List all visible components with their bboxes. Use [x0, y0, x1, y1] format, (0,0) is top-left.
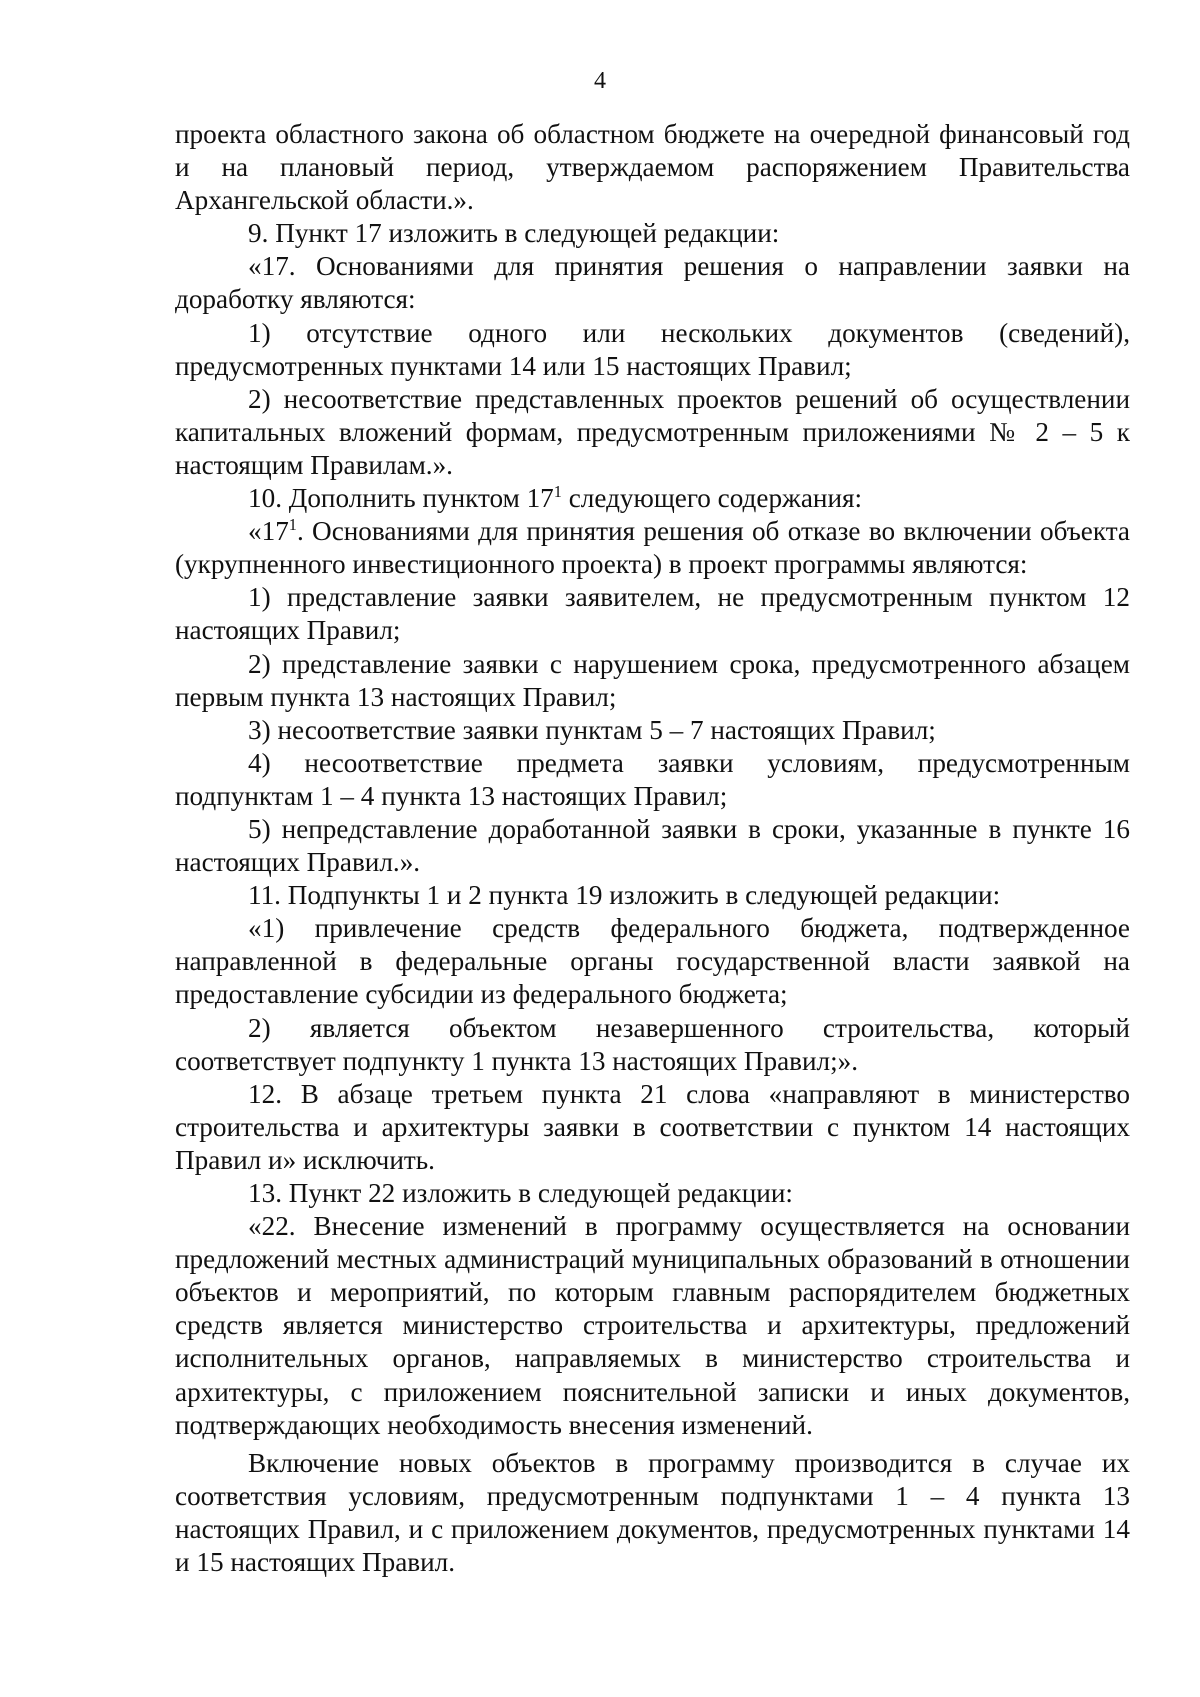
paragraph: «17. Основаниями для принятия решения о направлении заявки на доработку являются: [175, 251, 1130, 315]
paragraph-text: следующего содержания: [561, 483, 863, 514]
paragraph: 2) является объектом незавершенного строительства, который соответствует подпункту 1 пункта 13 настоящих Правил;». [175, 1012, 1130, 1076]
paragraph: 1) представление заявки заявителем, не предусмотренным пунктом 12 настоящих Правил; [175, 582, 1130, 646]
paragraph: 1) отсутствие одного или нескольких документов (сведений), предусмотренных пунктами 14 или 15 настоящих Правил; [175, 317, 1130, 381]
paragraph: «1) привлечение средств федерального бюджета, подтвержденное направленной в федеральные органы государственной власти заявкой на предоставление субсидии из федерального бюджета; [175, 913, 1130, 1010]
paragraph-text: «17 [248, 516, 289, 547]
paragraph: 11. Подпункты 1 и 2 пункта 19 изложить в следующей редакции: [248, 880, 1001, 911]
paragraph [175, 515, 1130, 581]
paragraph: 2) представление заявки с нарушением срока, предусмотренного абзацем первым пункта 13 настоящих Правил; [175, 648, 1130, 712]
paragraph: Включение новых объектов в программу производится в случае их соответствия условиям, предусмотренным подпунктами 1 – 4 пункта 13 настоящих Правил, и с приложением документов, предусмотренных пунктами 14 и 15 настоящих Правил. [175, 1447, 1130, 1578]
page-number: 4 [594, 68, 606, 94]
paragraph: 13. Пункт 22 изложить в следующей редакции: [248, 1178, 793, 1208]
paragraph: «22. Внесение изменений в программу осуществляется на основании предложений местных администраций муниципальных образований в отношении объектов и мероприятий, по которым главным распорядителем бюджетных средств является министерство строительства и архитектуры, предложений исполнительных органов, направляемых в министерство строительства и архитектуры, с приложением пояснительной записки и иных документов, подтверждающих необходимость внесения изменений. [175, 1211, 1130, 1440]
paragraph: проекта областного закона об областном бюджете на очередной финансовый год и на плановый период, утверждаемом распоряжением Правительства Архангельской области.». [175, 119, 1130, 216]
paragraph [175, 482, 1130, 515]
paragraph: 4) несоответствие предмета заявки условиям, предусмотренным подпунктам 1 – 4 пункта 13 настоящих Правил; [175, 747, 1130, 811]
paragraph: 12. В абзаце третьем пункта 21 слова «направляют в министерство строительства и архитектуры заявки в соответствии с пунктом 14 настоящих Правил и» исключить. [175, 1078, 1130, 1175]
paragraph-text: 10. Дополнить пунктом 17 [248, 483, 554, 514]
paragraph: 5) непредставление доработанной заявки в сроки, указанные в пункте 16 настоящих Правил.». [175, 813, 1130, 878]
paragraph: 9. Пункт 17 изложить в следующей редакции: [248, 218, 780, 249]
superscript: 1 [288, 515, 297, 535]
superscript: 1 [553, 481, 562, 501]
paragraph-text: . Основаниями для принятия решения об отказе во включении объекта (укрупненного инвестиционного проекта) в проект программы являются: [175, 516, 1130, 580]
paragraph: 3) несоответствие заявки пунктам 5 – 7 настоящих Правил; [248, 714, 936, 745]
paragraph: 2) несоответствие представленных проектов решений об осуществлении капитальных вложений формам, предусмотренным приложениями № 2 – 5 к настоящим Правилам.». [175, 383, 1130, 480]
document-body [175, 118, 1130, 1579]
